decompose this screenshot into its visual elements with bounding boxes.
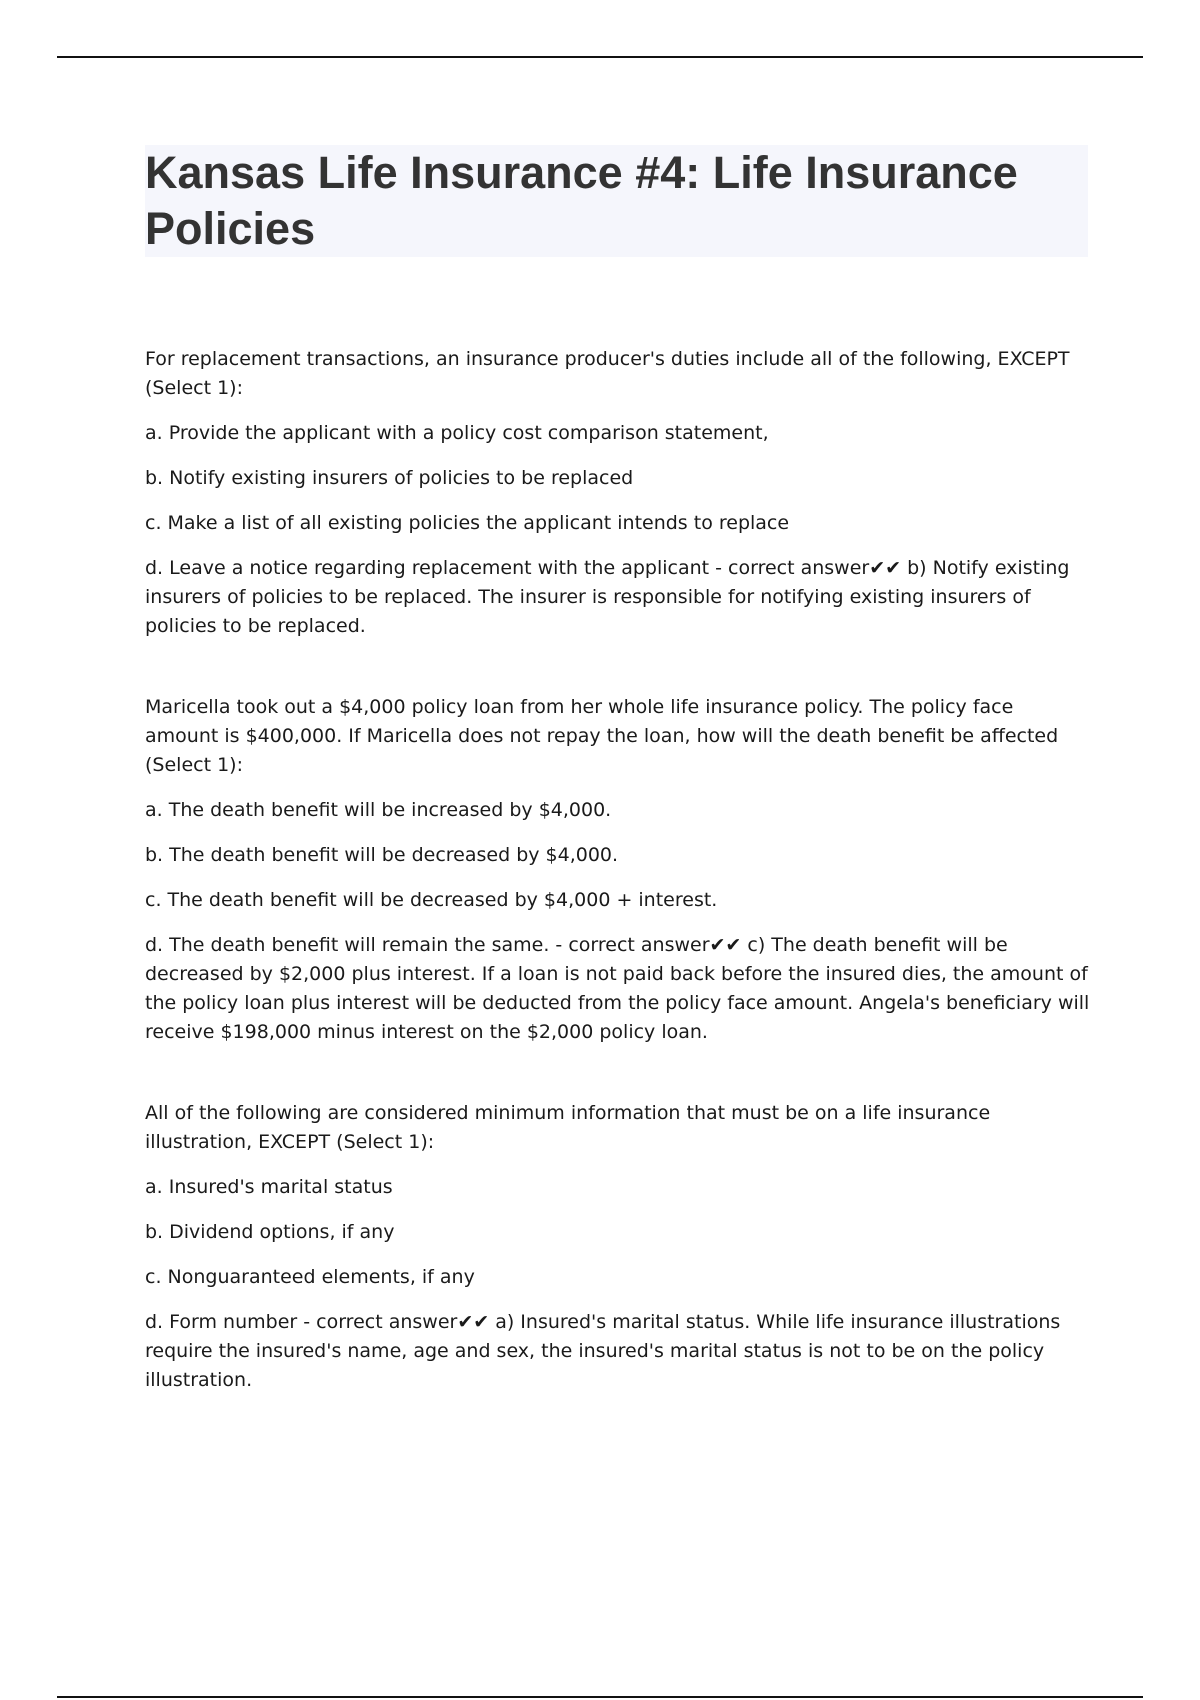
bottom-divider — [57, 1696, 1143, 1698]
question-1 — [145, 345, 1090, 641]
answer-option: a. Provide the applicant with a policy cost comparison statement, — [145, 422, 769, 444]
answer-option-with-explanation: d. Form number - correct answer✔✔ a) Insured's marital status. While life insurance illustrations require the insured's name, age and sex, the insured's marital status is not to be on the policy illustration. — [145, 1311, 1061, 1391]
answer-option-with-explanation: d. The death benefit will remain the same. - correct answer✔✔ c) The death benefit will be decreased by $2,000 plus interest. If a loan is not paid back before the insured dies, the amount of the policy loan plus interest will be deducted from the policy face amount. Angela's beneficiary will receive $198,000 minus interest on the $2,000 policy loan. — [145, 934, 1090, 1043]
answer-option: c. Make a list of all existing policies the applicant intends to replace — [145, 512, 790, 534]
answer-option: b. The death benefit will be decreased by $4,000. — [145, 844, 619, 866]
answer-option: a. The death benefit will be increased by $4,000. — [145, 799, 612, 821]
question-3 — [145, 1099, 1090, 1395]
page-title: Kansas Life Insurance #4: Life Insurance Policies — [145, 147, 1018, 254]
answer-option: c. The death benefit will be decreased by $4,000 + interest. — [145, 889, 718, 911]
answer-option-with-explanation: d. Leave a notice regarding replacement with the applicant - correct answer✔✔ b) Notify existing insurers of policies to be replaced. The insurer is responsible for notifying existing insurers of policies to be replaced. — [145, 557, 1070, 637]
answer-option: a. Insured's marital status — [145, 1176, 393, 1198]
answer-option: b. Dividend options, if any — [145, 1221, 395, 1243]
question-prompt: All of the following are considered minimum information that must be on a life insurance illustration, EXCEPT (Select 1): — [145, 1102, 991, 1153]
top-divider — [57, 56, 1143, 58]
answer-option: c. Nonguaranteed elements, if any — [145, 1266, 475, 1288]
document-body — [145, 345, 1090, 1395]
question-2 — [145, 693, 1090, 1047]
answer-option: b. Notify existing insurers of policies to be replaced — [145, 467, 634, 489]
question-prompt: Maricella took out a $4,000 policy loan from her whole life insurance policy. The policy face amount is $400,000. If Maricella does not repay the loan, how will the death benefit be affected (Select 1): — [145, 696, 1059, 776]
question-prompt: For replacement transactions, an insurance producer's duties include all of the following, EXCEPT (Select 1): — [145, 348, 1070, 399]
